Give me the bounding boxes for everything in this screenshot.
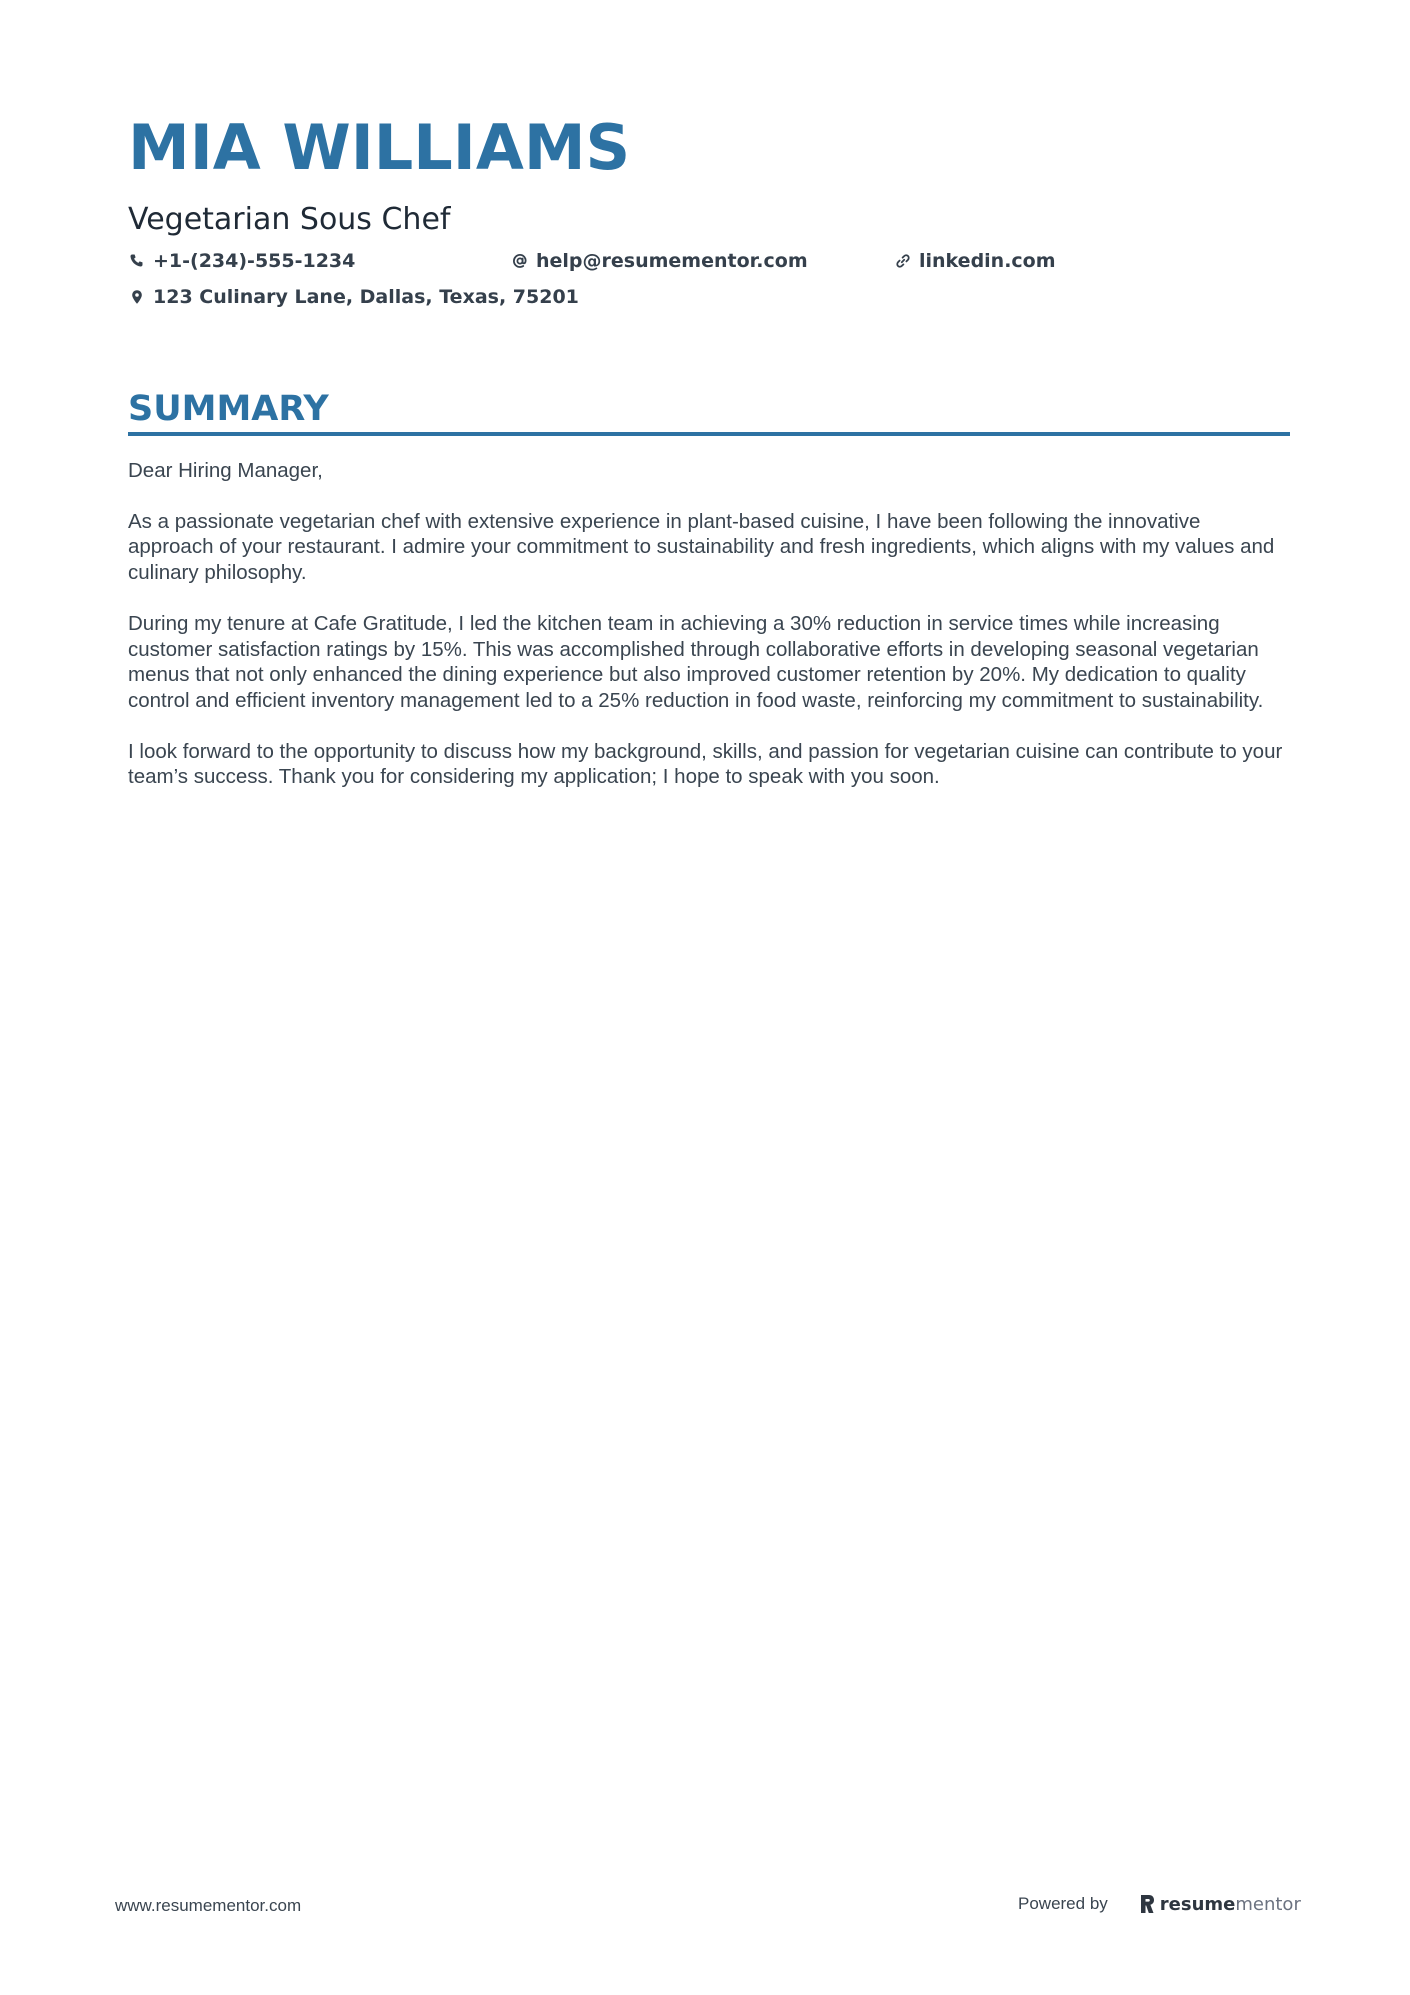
footer-website-link[interactable]: www.resumementor.com: [115, 1896, 302, 1915]
link-icon: [894, 252, 912, 270]
phone-text: +1-(234)-555-1234: [153, 250, 356, 272]
brand-name-bold: resume: [1159, 1893, 1236, 1915]
at-icon: [511, 252, 529, 270]
contact-phone: [128, 250, 355, 272]
map-pin-icon: [128, 288, 146, 306]
address-text: 123 Culinary Lane, Dallas, Texas, 75201: [153, 286, 579, 308]
letter-paragraph: During my tenure at Cafe Gratitude, I led the kitchen team in achieving a 30% reduction in service times while increasing customer satisfaction ratings by 15%. This was accomplished through collaborative efforts in developing seasonal vegetarian menus that not only enhanced the dining experience but also improved customer retention by 20%. My dedication to quality control and efficient inventory management led to a 25% reduction in food waste, reinforcing my commitment to sustainability.: [128, 611, 1264, 712]
resume-header: [128, 112, 1288, 322]
link-text: linkedin.com: [919, 250, 1056, 272]
powered-by: [1018, 1893, 1301, 1915]
contact-info: [128, 250, 1288, 322]
contact-email[interactable]: [511, 250, 808, 272]
letter-greeting: Dear Hiring Manager,: [128, 459, 323, 482]
letter-paragraph: As a passionate vegetarian chef with extensive experience in plant-based cuisine, I have been following the innovative approach of your restaurant. I admire your commitment to sustainability and fresh ingredients, which aligns with my values and culinary philosophy.: [128, 509, 1275, 585]
section-divider: [128, 432, 1290, 436]
letter-paragraph: I look forward to the opportunity to discuss how my background, skills, and passion for vegetarian cuisine can contribute to your team’s success. Thank you for considering my application; I hope to speak with you soon.: [128, 739, 1283, 789]
brand-name-light: mentor: [1235, 1893, 1301, 1915]
cover-letter-body: [128, 458, 1290, 790]
brand-logo-icon: [1138, 1893, 1156, 1915]
candidate-name: MIA WILLIAMS: [128, 111, 631, 184]
phone-icon: [128, 252, 146, 270]
contact-link[interactable]: [894, 250, 1056, 272]
email-text: help@resumementor.com: [536, 250, 808, 272]
contact-address: [128, 286, 579, 308]
powered-by-label: Powered by: [1018, 1894, 1108, 1913]
job-title: Vegetarian Sous Chef: [128, 202, 451, 237]
summary-section: [128, 388, 1290, 815]
brand-logo-link[interactable]: [1138, 1893, 1301, 1915]
section-heading: SUMMARY: [128, 389, 329, 429]
